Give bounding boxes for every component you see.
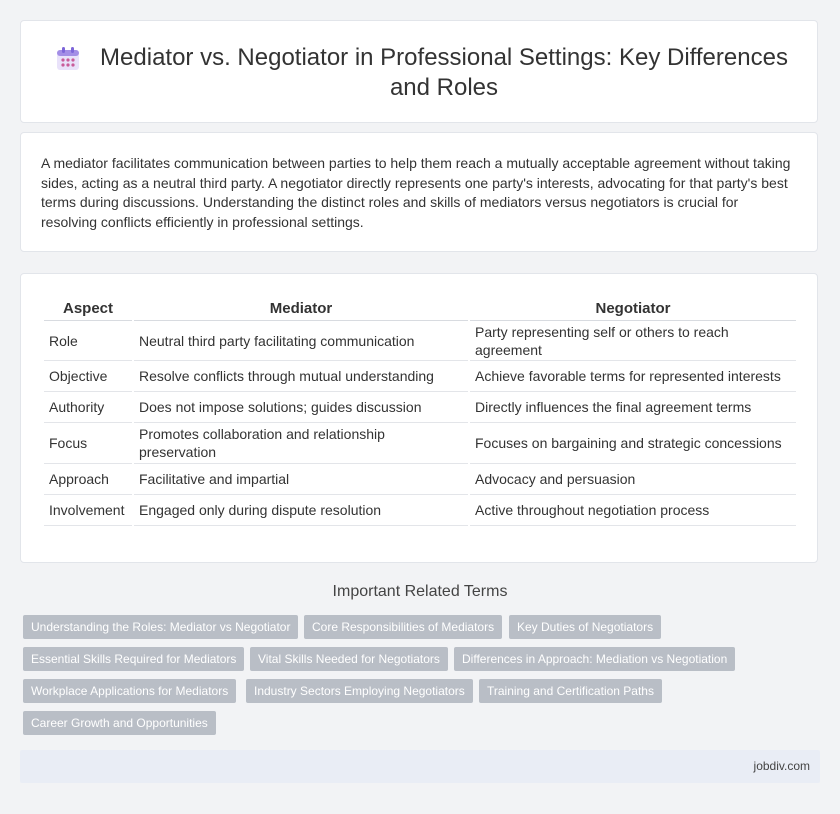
table-row	[44, 361, 796, 392]
cell-aspect: Objective	[44, 361, 132, 392]
tag-link[interactable]: Vital Skills Needed for Negotiators	[250, 647, 448, 671]
cell-aspect: Involvement	[44, 495, 132, 526]
table-row	[44, 321, 796, 361]
page-title: Mediator vs. Negotiator in Professional Settings: Key Differences and Roles	[100, 44, 788, 101]
cell-mediator: Neutral third party facilitating communication	[134, 321, 468, 361]
cell-aspect: Focus	[44, 423, 132, 464]
comparison-card	[20, 273, 818, 563]
footer-site-link[interactable]: jobdiv.com	[753, 759, 810, 773]
header-card	[20, 20, 818, 123]
cell-aspect: Approach	[44, 464, 132, 495]
cell-negotiator: Party representing self or others to reach agreement	[470, 321, 796, 361]
related-terms-title: Important Related Terms	[332, 583, 508, 600]
header-negotiator: Negotiator	[470, 294, 796, 321]
tag-link[interactable]: Training and Certification Paths	[479, 679, 662, 703]
footer	[20, 750, 820, 783]
tag-link[interactable]: Industry Sectors Employing Negotiators	[246, 679, 473, 703]
tag-link[interactable]: Understanding the Roles: Mediator vs Negotiator	[23, 615, 298, 639]
cell-aspect: Authority	[44, 392, 132, 423]
tag-link[interactable]: Core Responsibilities of Mediators	[304, 615, 502, 639]
cell-mediator: Resolve conflicts through mutual understanding	[134, 361, 468, 392]
comparison-table	[42, 294, 798, 526]
header-aspect: Aspect	[44, 294, 132, 321]
table-row	[44, 423, 796, 464]
table-header-row	[44, 294, 796, 321]
cell-mediator: Does not impose solutions; guides discussion	[134, 392, 468, 423]
cell-negotiator: Focuses on bargaining and strategic concessions	[470, 423, 796, 464]
cell-negotiator: Achieve favorable terms for represented interests	[470, 361, 796, 392]
intro-text: A mediator facilitates communication between parties to help them reach a mutually acceptable agreement without taking sides, acting as a neutral third party. A negotiator directly represents one party's interests, advocating for that party's best terms during discussions. Understanding the distinct roles and skills of mediators versus negotiators is crucial for resolving conflicts efficiently in professional settings.	[41, 155, 791, 230]
tag-link[interactable]: Career Growth and Opportunities	[23, 711, 216, 735]
tag-link[interactable]: Workplace Applications for Mediators	[23, 679, 236, 703]
cell-negotiator: Advocacy and persuasion	[470, 464, 796, 495]
table-row	[44, 495, 796, 526]
table-row	[44, 392, 796, 423]
cell-negotiator: Active throughout negotiation process	[470, 495, 796, 526]
tag-link[interactable]: Key Duties of Negotiators	[509, 615, 661, 639]
intro-card	[20, 132, 818, 252]
tag-link[interactable]: Essential Skills Required for Mediators	[23, 647, 244, 671]
tag-link[interactable]: Differences in Approach: Mediation vs Negotiation	[454, 647, 735, 671]
calendar-icon	[55, 46, 81, 72]
cell-aspect: Role	[44, 321, 132, 361]
cell-mediator: Engaged only during dispute resolution	[134, 495, 468, 526]
cell-negotiator: Directly influences the final agreement terms	[470, 392, 796, 423]
cell-mediator: Promotes collaboration and relationship preservation	[134, 423, 468, 464]
header-mediator: Mediator	[134, 294, 468, 321]
cell-mediator: Facilitative and impartial	[134, 464, 468, 495]
table-row	[44, 464, 796, 495]
